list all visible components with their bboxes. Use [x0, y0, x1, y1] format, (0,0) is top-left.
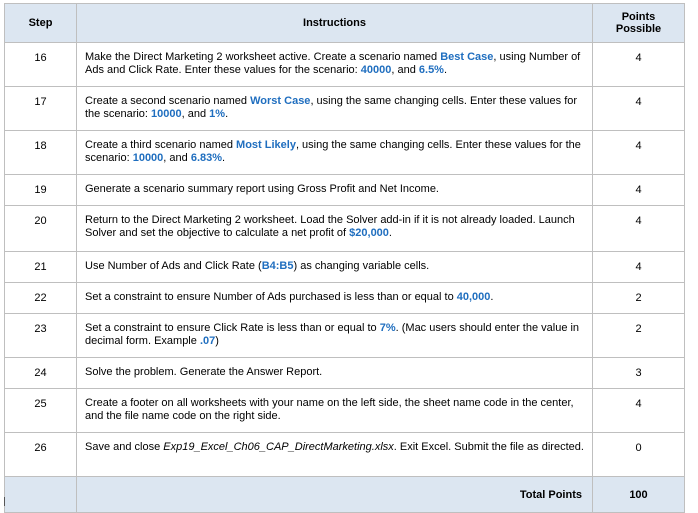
table-row [5, 87, 685, 131]
instruction-fragment: . Exit Excel. Submit the file as directed. [393, 441, 584, 453]
step-number: 16 [5, 43, 77, 87]
highlighted-value: Worst Case [250, 95, 311, 107]
points-value: 4 [593, 175, 685, 206]
instructions-table [4, 3, 685, 513]
instruction-text [77, 43, 593, 87]
highlighted-value: 40,000 [456, 291, 491, 303]
points-value: 4 [593, 131, 685, 175]
header-instructions: Instructions [77, 4, 593, 43]
instruction-fragment: ) [215, 335, 219, 347]
total-label: Total Points [77, 477, 593, 513]
points-value: 4 [593, 87, 685, 131]
points-value: 4 [593, 43, 685, 87]
instruction-text [77, 87, 593, 131]
instruction-fragment: Set a constraint to ensure Click Rate is less than or equal to [85, 322, 380, 334]
instruction-fragment: Create a second scenario named [85, 95, 251, 107]
instruction-fragment: , using the same changing cells. Enter these values for the scenario: [85, 95, 578, 120]
highlighted-value: $20,000 [349, 227, 389, 239]
highlighted-value: Most Likely [236, 139, 296, 151]
instruction-fragment: Create a third scenario named [85, 139, 237, 151]
table-row [5, 175, 685, 206]
step-number: 25 [5, 389, 77, 433]
instruction-fragment: Set a constraint to ensure Number of Ads purchased is less than or equal to [85, 291, 457, 303]
instruction-fragment: Solve the problem. Generate the Answer Report. [85, 366, 323, 378]
total-value: 100 [593, 477, 685, 513]
highlighted-value: 1% [209, 108, 226, 120]
instruction-fragment: , and [181, 108, 210, 120]
points-value: 2 [593, 283, 685, 314]
highlighted-value: 40000 [360, 64, 392, 76]
points-value: 4 [593, 389, 685, 433]
total-spacer [5, 477, 77, 513]
instruction-text [77, 175, 593, 206]
instruction-fragment: Return to the Direct Marketing 2 worksheet. Load the Solver add-in if it is not already loaded. Launch Solver and set the objective to calculate a net profit of [85, 214, 575, 239]
instruction-fragment: . [490, 291, 494, 303]
instruction-text [77, 358, 593, 389]
file-name: Exp19_Excel_Ch06_CAP_DirectMarketing.xlsx [163, 441, 394, 453]
instruction-fragment: . [222, 152, 226, 164]
instruction-text [77, 206, 593, 252]
step-number: 22 [5, 283, 77, 314]
instruction-fragment: Save and close [85, 441, 164, 453]
highlighted-value: 7% [379, 322, 396, 334]
highlighted-value: 10000 [151, 108, 182, 120]
left-edge-marker [4, 497, 5, 506]
table-row [5, 206, 685, 252]
header-step: Step [5, 4, 77, 43]
highlighted-value: 10000 [132, 152, 164, 164]
instruction-fragment: , using Number of Ads and Click Rate. Enter these values for the scenario: [85, 51, 581, 76]
instruction-text [77, 283, 593, 314]
instruction-text [77, 252, 593, 283]
points-value: 0 [593, 433, 685, 477]
header-points: Points Possible [593, 4, 685, 43]
highlighted-value: 6.83% [190, 152, 223, 164]
instruction-fragment: , and [163, 152, 191, 164]
instruction-text [77, 433, 593, 477]
table-row [5, 314, 685, 358]
instruction-text [77, 389, 593, 433]
table-row [5, 389, 685, 433]
highlighted-value: 6.5% [418, 64, 444, 76]
table-row [5, 433, 685, 477]
instruction-fragment: . [225, 108, 229, 120]
instruction-fragment: , and [391, 64, 419, 76]
instruction-fragment: . [443, 64, 448, 76]
instruction-fragment: Make the Direct Marketing 2 worksheet active. Create a scenario named [85, 51, 441, 63]
table-row [5, 43, 685, 87]
instruction-fragment: Create a footer on all worksheets with your name on the left side, the sheet name code in the center, and the file name code on the right side. [85, 397, 574, 422]
points-value: 4 [593, 252, 685, 283]
table-row [5, 252, 685, 283]
step-number: 26 [5, 433, 77, 477]
step-number: 23 [5, 314, 77, 358]
instruction-text [77, 314, 593, 358]
highlighted-value: .07 [199, 335, 216, 347]
instruction-fragment: ) as changing variable cells. [293, 260, 430, 272]
highlighted-value: Best Case [440, 51, 494, 63]
points-value: 3 [593, 358, 685, 389]
points-value: 4 [593, 206, 685, 252]
table-row [5, 131, 685, 175]
step-number: 24 [5, 358, 77, 389]
points-value: 2 [593, 314, 685, 358]
table-row [5, 283, 685, 314]
table-row [5, 358, 685, 389]
step-number: 21 [5, 252, 77, 283]
instruction-fragment: , using the same changing cells. Enter these values for the scenario: [85, 139, 581, 164]
highlighted-value: B4:B5 [261, 260, 294, 272]
instruction-fragment: . (Mac users should enter the value in decimal form. Example [85, 322, 580, 347]
total-row [5, 477, 685, 513]
step-number: 18 [5, 131, 77, 175]
instruction-fragment: Use Number of Ads and Click Rate ( [85, 260, 262, 272]
step-number: 17 [5, 87, 77, 131]
instruction-fragment: Generate a scenario summary report using Gross Profit and Net Income. [85, 183, 439, 195]
step-number: 19 [5, 175, 77, 206]
instruction-fragment: . [388, 227, 392, 239]
header-row [5, 4, 685, 43]
step-number: 20 [5, 206, 77, 252]
instruction-text [77, 131, 593, 175]
